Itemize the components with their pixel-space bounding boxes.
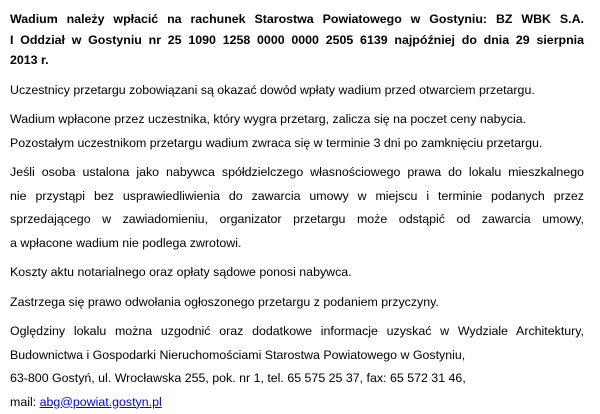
- text-line: Uczestnicy przetargu zobowiązani są okazać dowód wpłaty wadium przed otwarciem przetargu.: [10, 79, 584, 103]
- proof-of-payment-paragraph: [10, 79, 584, 103]
- text-line: Jeśli osoba ustalona jako nabywca spółdzielczego własnościowego prawa do lokalu mieszkalnego: [10, 161, 584, 185]
- contact-info-paragraph: [10, 320, 584, 414]
- text-line: Pozostałym uczestnikom przetargu wadium zwraca się w terminie 3 dni po zamknięciu przetargu.: [10, 132, 584, 156]
- text-line: Wadium wpłacone przez uczestnika, który wygra przetarg, zalicza się na poczet ceny nabycia.: [10, 108, 584, 132]
- deposit-return-paragraph: [10, 108, 584, 155]
- text-line: Koszty aktu notarialnego oraz opłaty sądowe ponosi nabywca.: [10, 261, 584, 285]
- email-link[interactable]: abg@powiat.gostyn.pl: [40, 395, 162, 409]
- mail-label: mail:: [10, 395, 40, 409]
- text-line: a wpłacone wadium nie podlega zwrotowi.: [10, 232, 584, 256]
- text-line: 63-800 Gostyń, ul. Wrocławska 255, pok. nr 1, tel. 65 575 25 37, fax: 65 572 31 46,: [10, 367, 584, 391]
- cancellation-right-paragraph: [10, 291, 584, 315]
- text-line: Budownictwa i Gospodarki Nieruchomościami Starostwa Powiatowego w Gostyniu,: [10, 344, 584, 368]
- notary-costs-paragraph: [10, 261, 584, 285]
- text-line: sprzedającego w zawiadomieniu, organizator przetargu może odstąpić od zawarcia umowy,: [10, 208, 584, 232]
- text-line: nie przystąpi bez usprawiedliwienia do zawarcia umowy w miejscu i terminie podanych przez: [10, 185, 584, 209]
- mail-line: [10, 391, 584, 414]
- text-line: Wadium należy wpłacić na rachunek Starostwa Powiatowego w Gostyniu: BZ WBK S.A.: [10, 9, 584, 30]
- text-line: I Oddział w Gostyniu nr 25 1090 1258 0000 0000 2505 6139 najpóźniej do dnia 29 sierpnia: [10, 30, 584, 51]
- text-line: Oględziny lokalu można uzgodnić oraz dodatkowe informacje uzyskać w Wydziale Architektury,: [10, 320, 584, 344]
- contract-withdrawal-paragraph: [10, 161, 584, 255]
- text-line: 2013 r.: [10, 50, 584, 71]
- text-line: Zastrzega się prawo odwołania ogłoszonego przetargu z podaniem przyczyny.: [10, 291, 584, 315]
- deposit-payment-paragraph: [10, 9, 584, 71]
- document-page: [10, 9, 584, 414]
